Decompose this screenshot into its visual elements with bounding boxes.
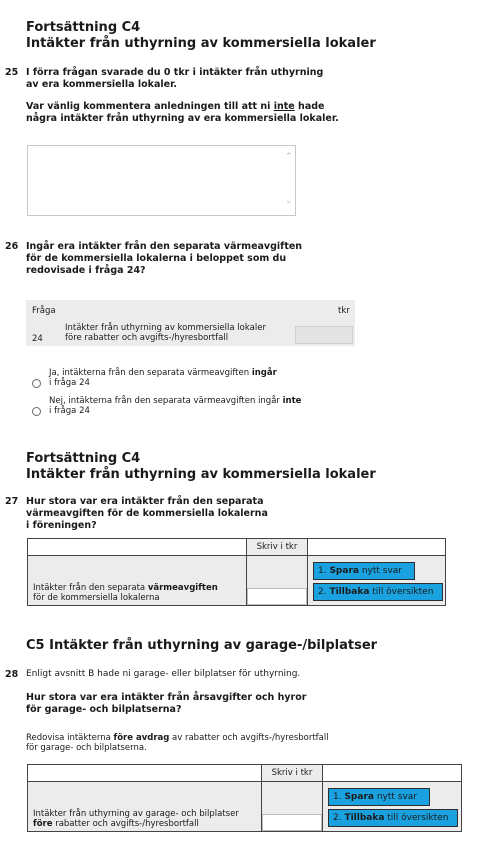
radio-ja-label-a: Ja, intäkterna från den separata värmeavgiften — [49, 368, 252, 378]
q28-line4-bold: före avdrag — [113, 733, 170, 743]
section-title-line1: Fortsättning C4 — [26, 451, 141, 466]
question-26-text — [26, 241, 302, 277]
q26-line3: redovisade i fråga 24? — [26, 265, 146, 276]
question-number: 26 — [5, 241, 19, 252]
save-button[interactable] — [328, 788, 430, 806]
q28-intro: Enligt avsnitt B hade ni garage- eller bilplatser för uthyrning. — [26, 669, 301, 679]
radio-nej[interactable] — [32, 407, 41, 416]
row-label-bold: värmeavgiften — [147, 583, 218, 593]
q27-line3: i föreningen? — [26, 520, 97, 531]
back-button-num: 2. — [318, 587, 330, 597]
q25-line4: några intäkter från uthyrning av era kommersiella lokaler. — [26, 113, 339, 124]
back-button-bold: Tillbaka — [329, 587, 370, 597]
save-button-rest: nytt svar — [373, 792, 418, 802]
save-button-bold: Spara — [344, 792, 374, 802]
back-button-rest: till översikten — [369, 587, 434, 597]
table-header-skriv: Skriv i tkr — [247, 539, 308, 556]
section-title: C5 Intäkter från uthyrning av garage-/bilplatser — [26, 638, 378, 653]
back-button-num: 2. — [333, 813, 345, 823]
q26-line1: Ingår era intäkter från den separata värmeavgiften — [26, 241, 303, 252]
radio-ja[interactable] — [32, 379, 41, 388]
save-button-num: 1. — [333, 792, 345, 802]
radio-ja-label-c: i fråga 24 — [49, 378, 90, 388]
radio-nej-label[interactable] — [49, 396, 301, 416]
value-input-27[interactable] — [247, 588, 307, 605]
section-title — [26, 20, 376, 52]
value-cell — [247, 556, 308, 606]
row-label-line1: Intäkter från uthyrning av garage- och bilplatser — [33, 809, 239, 819]
reference-row-number: 24 — [32, 334, 43, 344]
row-label — [28, 556, 247, 606]
q28-line5: för garage- och bilplatserna. — [26, 743, 147, 753]
q28-line4-c: av rabatter och avgifts-/hyresbortfall — [169, 733, 329, 743]
row-label-a: Intäkter från den separata — [33, 583, 148, 593]
back-button-rest: till översikten — [384, 813, 449, 823]
question-27-text — [26, 496, 268, 532]
radio-ja-label[interactable] — [49, 368, 277, 388]
q28-instruction — [26, 733, 329, 753]
radio-nej-label-c: i fråga 24 — [49, 406, 90, 416]
save-button-rest: nytt svar — [358, 566, 403, 576]
reference-row-line1: Intäkter från uthyrning av kommersiella lokaler — [65, 323, 266, 333]
save-button[interactable] — [313, 562, 415, 580]
radio-nej-label-a: Nej, intäkterna från den separata värmeavgiften ingår — [49, 396, 283, 406]
table-header-blank — [28, 539, 247, 556]
column-header-fraga: Fråga — [32, 306, 56, 316]
q25-line3-b: hade — [294, 101, 325, 112]
radio-nej-label-bold: inte — [282, 396, 302, 406]
q27-line1: Hur stora var era intäkter från den separata — [26, 496, 264, 507]
scroll-up-icon[interactable]: ⌃ — [285, 152, 293, 162]
scroll-down-icon[interactable]: ⌄ — [285, 196, 293, 206]
question-28-text — [26, 692, 306, 716]
q27-line2: värmeavgiften för de kommersiella lokalerna — [26, 508, 268, 519]
save-button-num: 1. — [318, 566, 330, 576]
q26-line2: för de kommersiella lokalerna i beloppet som du — [26, 253, 287, 264]
q25-line3-underline: inte — [273, 101, 295, 112]
q28-line2: Hur stora var era intäkter från årsavgifter och hyror — [26, 692, 307, 703]
section-title-line1: Fortsättning C4 — [26, 20, 141, 35]
back-button[interactable] — [313, 583, 443, 601]
q25-line1: I förra frågan svarade du 0 tkr i intäkter från uthyrning — [26, 67, 324, 78]
row-label-bold: före — [33, 819, 53, 829]
comment-textarea[interactable] — [27, 145, 296, 216]
q25-line3 — [26, 101, 339, 113]
row-label-b: rabatter och avgifts-/hyresbortfall — [52, 819, 199, 829]
table-header-blank — [307, 539, 445, 556]
question-number: 28 — [5, 669, 19, 680]
q28-line4-a: Redovisa intäkterna — [26, 733, 114, 743]
row-label — [28, 782, 262, 832]
back-button[interactable] — [328, 809, 458, 827]
value-cell — [262, 782, 323, 832]
back-button-bold: Tillbaka — [344, 813, 385, 823]
section-title — [26, 451, 376, 483]
section-title-line2: Intäkter från uthyrning av kommersiella lokaler — [26, 36, 376, 51]
radio-ja-label-bold: ingår — [251, 368, 277, 378]
table-header-blank — [28, 765, 262, 782]
column-header-tkr: tkr — [338, 306, 350, 316]
reference-row-text — [65, 323, 266, 343]
question-number: 25 — [5, 67, 19, 78]
question-number: 27 — [5, 496, 19, 507]
section-title-line2: Intäkter från uthyrning av kommersiella lokaler — [26, 467, 376, 482]
row-label-line2: för de kommersiella lokalerna — [33, 593, 160, 603]
save-button-bold: Spara — [329, 566, 359, 576]
table-header-skriv: Skriv i tkr — [262, 765, 323, 782]
reference-value-field — [295, 326, 353, 344]
value-input-28[interactable] — [262, 814, 322, 831]
reference-row-line2: före rabatter och avgifts-/hyresbortfall — [65, 333, 229, 343]
q25-line3-a: Var vänlig kommentera anledningen till att ni — [26, 101, 274, 112]
question-25-text — [26, 67, 339, 125]
q25-line2: av era kommersiella lokaler. — [26, 79, 178, 90]
table-header-blank — [322, 765, 461, 782]
q28-line3: för garage- och bilplatserna? — [26, 704, 182, 715]
